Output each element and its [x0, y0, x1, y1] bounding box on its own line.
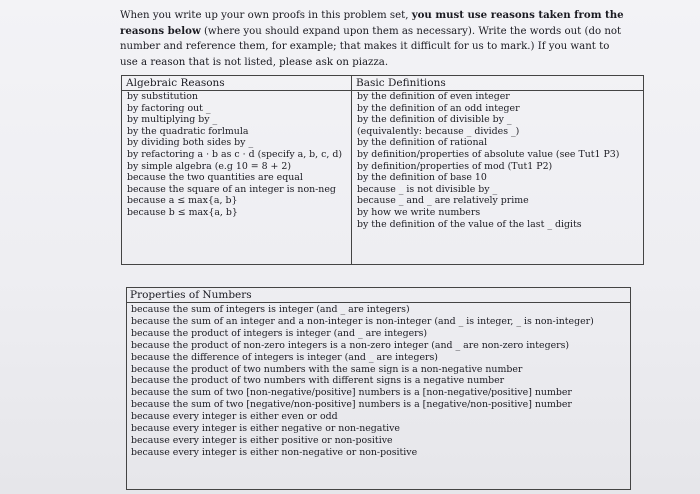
algebraic-reason-item: because a ≤ max{a, b} [127, 195, 238, 207]
instructions-text-end: (where you should expand upon them as necessary). Write the words out (do not number and reference them, for example; that makes it difficult for us to mark.) If you want to use a reason that is not listed, please ask on piazza. [120, 25, 622, 68]
algebraic-reasons-header: Algebraic Reasons [122, 76, 351, 91]
instructions-text-start: When you write up your own proofs in this problem set, [120, 10, 412, 21]
basic-definitions-header: Basic Definitions [352, 76, 643, 91]
property-item: because the sum of an integer and a non-integer is non-integer (and _ is integer, _ is non-integer) [131, 315, 594, 327]
algebraic-reason-item: by dividing both sides by _ [127, 137, 254, 149]
basic-definition-item: by definition/properties of absolute value (see Tut1 P3) [357, 148, 620, 160]
algebraic-reason-item: because the two quantities are equal [127, 172, 303, 184]
basic-definition-item: because _ is not divisible by _ [357, 183, 498, 195]
property-item: because every integer is either non-negative or non-positive [131, 446, 418, 458]
basic-definition-item: by the definition of base 10 [357, 172, 487, 184]
basic-definition-item: (equivalently: because _ divides _) [357, 125, 520, 137]
property-item: because every integer is either negative or non-negative [131, 423, 400, 435]
algebraic-reasons-column [122, 76, 352, 264]
property-item: because the product of integers is integer (and _ are integers) [131, 327, 428, 339]
instructions-bold-text: you must use reasons taken from the reasons below [120, 9, 624, 37]
basic-definition-item: by the definition of divisible by _ [357, 114, 512, 126]
reasons-table [121, 75, 644, 265]
property-item: because every integer is either even or odd [131, 411, 338, 423]
property-item: because every integer is either positive or non-positive [131, 434, 393, 446]
algebraic-reason-item: because the square of an integer is non-neg [127, 183, 336, 195]
basic-definition-item: because _ and _ are relatively prime [357, 195, 529, 207]
algebraic-reason-item: by refactoring a · b as c · d (specify a, b, c, d) [127, 148, 342, 160]
property-item: because the difference of integers is integer (and _ are integers) [131, 351, 438, 363]
basic-definitions-column [352, 76, 643, 264]
property-item: because the product of non-zero integers is a non-zero integer (and _ are non-zero integers) [131, 339, 570, 351]
property-item: because the sum of two [negative/non-positive] numbers is a [negative/non-positive] number [131, 399, 572, 411]
property-item: because the sum of integers is integer (and _ are integers) [131, 304, 410, 315]
algebraic-reason-item: by substitution [127, 91, 198, 102]
property-item: because the product of two numbers with the same sign is a non-negative number [131, 363, 523, 375]
basic-definition-item: by the definition of rational [357, 137, 488, 149]
algebraic-reason-item: by multiplying by _ [127, 114, 218, 126]
property-item: because the product of two numbers with different signs is a negative number [131, 375, 505, 387]
basic-definition-item: by the definition of the value of the last _ digits [357, 218, 582, 230]
basic-definition-item: by definition/properties of mod (Tut1 P2) [357, 160, 553, 172]
basic-definition-item: by the definition of an odd integer [357, 102, 520, 114]
algebraic-reason-item: because b ≤ max{a, b} [127, 206, 238, 218]
basic-definition-item: by how we write numbers [357, 206, 481, 218]
basic-definition-item: by the definition of even integer [357, 91, 510, 102]
algebraic-reason-item: by simple algebra (e.g 10 = 8 + 2) [127, 160, 292, 172]
algebraic-reason-item: by factoring out _ [127, 102, 211, 114]
properties-header: Properties of Numbers [127, 288, 630, 303]
property-item: because the sum of two [non-negative/positive] numbers is a [non-negative/positive] number [131, 387, 572, 399]
properties-table [126, 287, 631, 490]
instructions-paragraph [120, 8, 630, 70]
algebraic-reason-item: by the quadratic forlmula [127, 125, 249, 137]
